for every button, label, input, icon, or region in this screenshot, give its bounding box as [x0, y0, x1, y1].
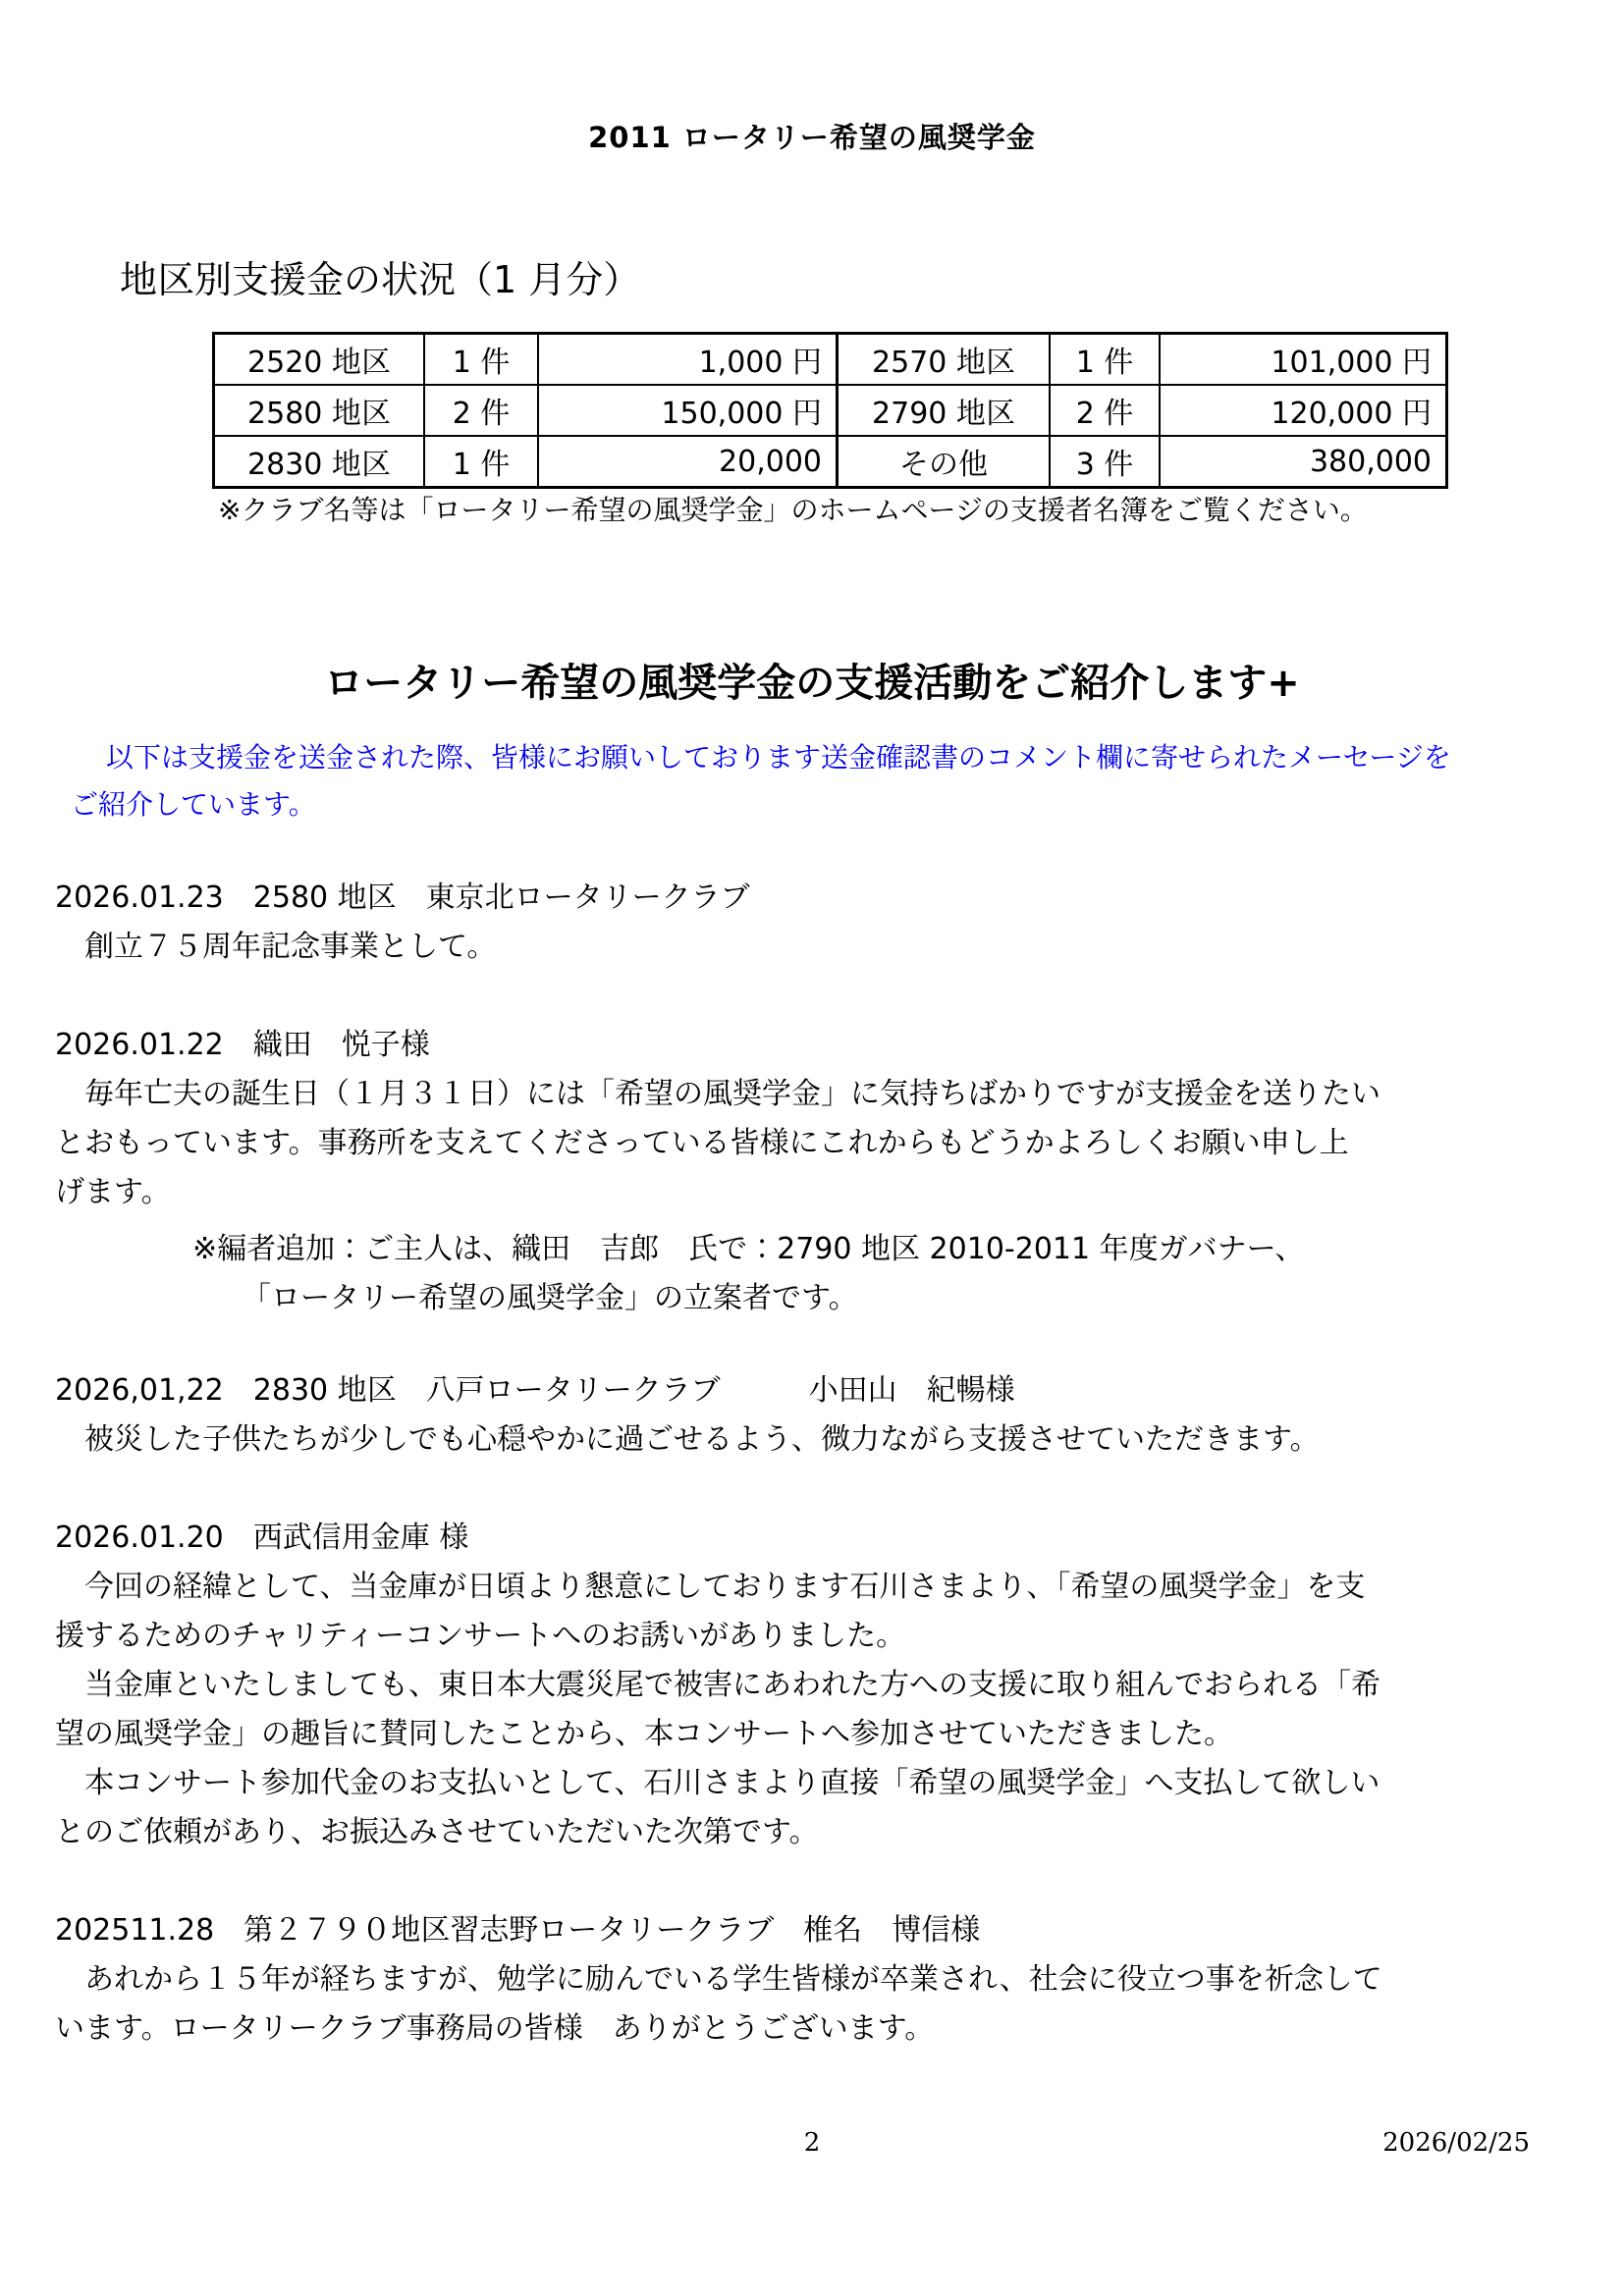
district-cell: 2570 地区	[838, 334, 1051, 386]
message-entry	[55, 1514, 1577, 1857]
intro-paragraph	[71, 734, 1553, 828]
amount-cell: 120,000 円	[1160, 385, 1447, 436]
page-header-title: 2011 ロータリー希望の風奨学金	[588, 121, 1036, 154]
table-row	[214, 334, 1447, 386]
message-line: 創立７５周年記念事業として。	[55, 930, 497, 964]
amount-cell: 150,000 円	[538, 385, 838, 436]
count-cell: 2 件	[1050, 385, 1160, 436]
count-cell: 1 件	[424, 436, 538, 488]
editor-note-line: ※編者追加：ご主人は、織田 吉郎 氏で：2790 地区 2010-2011 年度ガバナー、	[192, 1232, 1305, 1266]
editor-note	[55, 1225, 1577, 1323]
district-cell: 2520 地区	[214, 334, 425, 386]
message-line: 被災した子供たちが少しでも心穏やかに過ごせるよう、微力ながら支援させていただきます。	[55, 1422, 1320, 1457]
intro-heading: ロータリー希望の風奨学金の支援活動をご紹介します+	[324, 661, 1300, 706]
message-line: あれから１５年が経ちますが、勉学に励んでいる学生皆様が卒業され、社会に役立つ事を祈念して	[55, 1962, 1382, 1997]
district-cell: その他	[838, 436, 1051, 488]
message-line: げます。	[55, 1175, 171, 1209]
message-line: 望の風奨学金」の趣旨に賛同したことから、本コンサートへ参加させていただきました。	[55, 1717, 1233, 1751]
message-entry	[55, 1021, 1577, 1323]
section-heading: 地区別支援金の状況（1 月分）	[120, 258, 641, 301]
message-line: 本コンサート参加代金のお支払いとして、石川さまより直接「希望の風奨学金」へ支払して欲しい	[55, 1766, 1380, 1800]
support-table	[212, 332, 1448, 489]
support-table-body	[214, 334, 1447, 488]
message-entry	[55, 1366, 1577, 1465]
footer-date: 2026/02/25	[1382, 2128, 1530, 2158]
amount-cell: 1,000 円	[538, 334, 838, 386]
footer-page-number: 2	[803, 2128, 821, 2158]
message-entry	[55, 874, 1577, 972]
table-row	[214, 436, 1447, 488]
table-note: ※クラブ名等は「ロータリー希望の風奨学金」のホームページの支援者名簿をご覧ください。	[218, 494, 1368, 526]
count-cell: 2 件	[424, 385, 538, 436]
district-cell: 2830 地区	[214, 436, 425, 488]
message-line: います。ロータリークラブ事務局の皆様 ありがとうございます。	[55, 2011, 935, 2046]
editor-note-line: 「ロータリー希望の風奨学金」の立案者です。	[242, 1281, 858, 1315]
district-cell: 2580 地区	[214, 385, 425, 436]
amount-cell: 380,000	[1160, 436, 1447, 488]
message-line: 毎年亡夫の誕生日（１月３１日）には「希望の風奨学金」に気持ちばかりですが支援金を送りたい	[55, 1077, 1380, 1111]
message-header: 202511.28 第２７９０地区習志野ロータリークラブ 椎名 博信様	[55, 1913, 981, 1948]
message-line: とおもっています。事務所を支えてくださっている皆様にこれからもどうかよろしくお願い申し上	[55, 1126, 1349, 1160]
message-line: 援するためのチャリティーコンサートへのお誘いがありました。	[55, 1619, 906, 1653]
message-header: 2026.01.20 西武信用金庫 様	[55, 1521, 469, 1555]
message-header: 2026,01,22 2830 地区 八戸ロータリークラブ 小田山 紀暢様	[55, 1373, 1015, 1408]
message-header: 2026.01.23 2580 地区 東京北ロータリークラブ	[55, 881, 750, 915]
intro-line: 以下は支援金を送金された際、皆様にお願いしております送金確認書のコメント欄に寄せられたメーセージを	[106, 741, 1451, 774]
table-row	[214, 385, 1447, 436]
message-line: 今回の経緯として、当金庫が日頃より懇意にしております石川さまより、「希望の風奨学金」を支	[55, 1570, 1366, 1604]
amount-cell: 101,000 円	[1160, 334, 1447, 386]
amount-cell: 20,000	[538, 436, 838, 488]
count-cell: 1 件	[1050, 334, 1160, 386]
count-cell: 3 件	[1050, 436, 1160, 488]
message-entry	[55, 1906, 1577, 2054]
district-cell: 2790 地区	[838, 385, 1051, 436]
message-line: 当金庫といたしましても、東日本大震災尾で被害にあわれた方への支援に取り組んでおられる「希	[55, 1668, 1380, 1702]
count-cell: 1 件	[424, 334, 538, 386]
message-line: とのご依頼があり、お振込みさせていただいた次第です。	[55, 1815, 819, 1849]
intro-line: ご紹介しています。	[71, 788, 316, 821]
message-header: 2026.01.22 織田 悦子様	[55, 1028, 430, 1062]
